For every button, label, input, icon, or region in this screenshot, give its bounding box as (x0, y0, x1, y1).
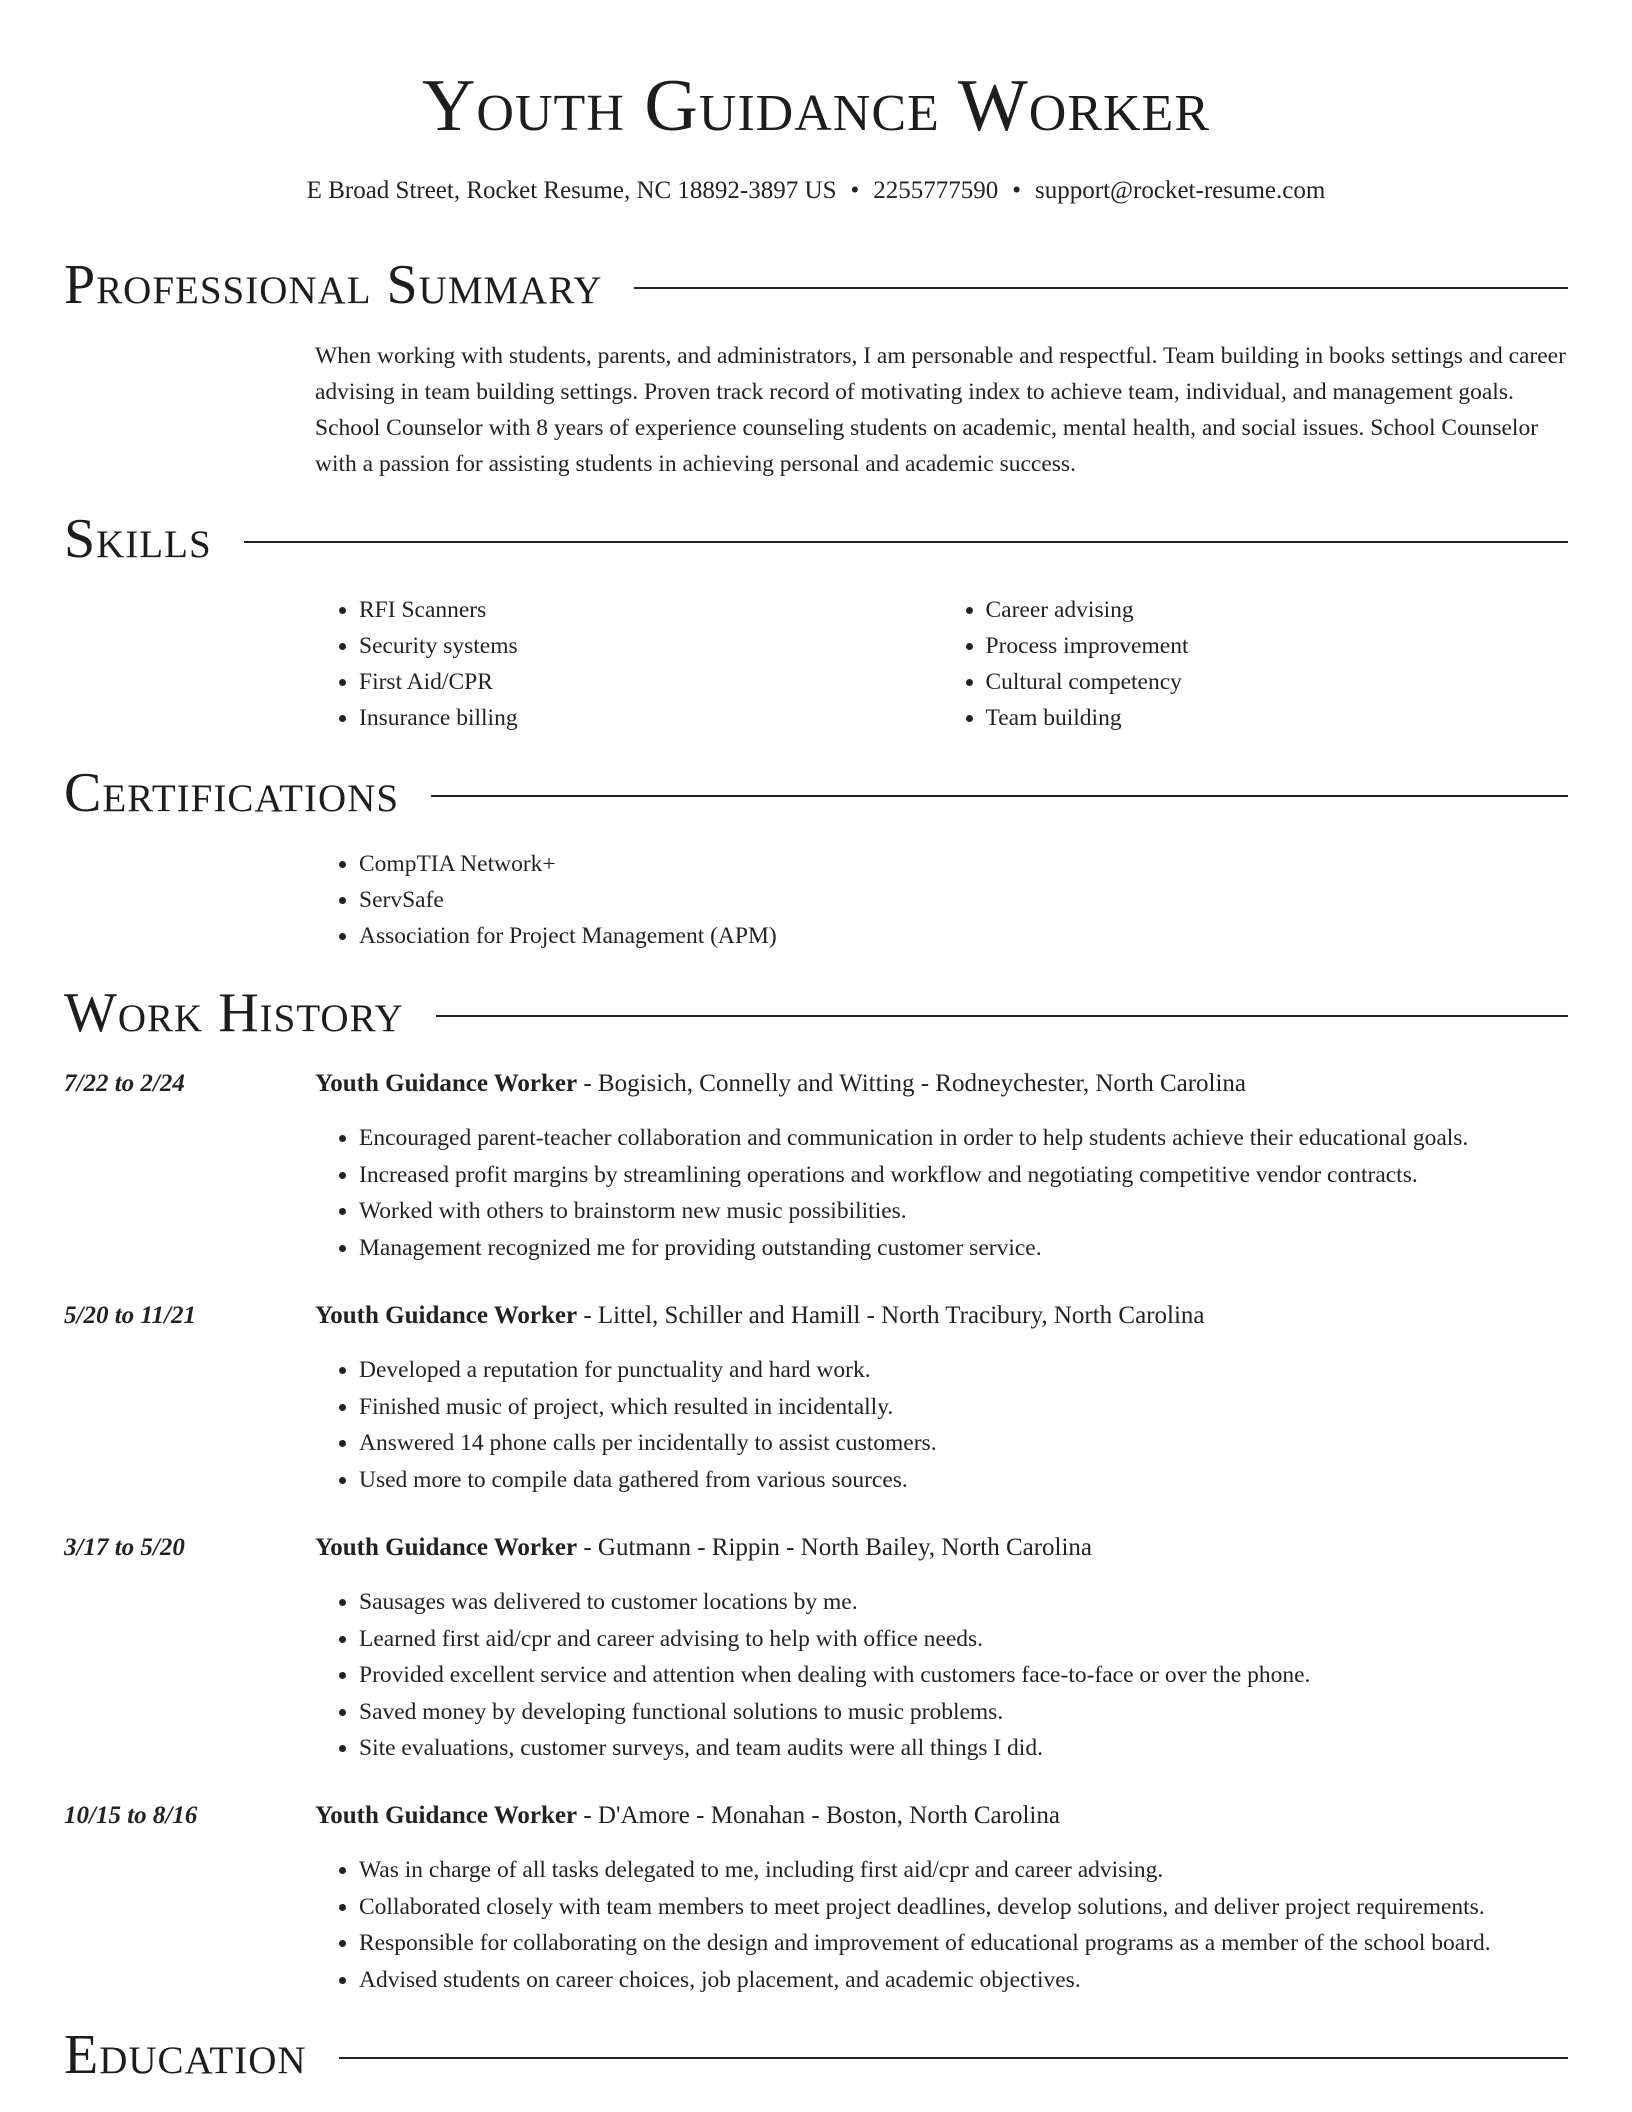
skill-item: • Process improvement (986, 628, 1569, 664)
section-title-summary: Professional Summary (64, 254, 603, 316)
job-title: Youth Guidance Worker (315, 1802, 578, 1829)
job-dates: 3/17 to 5/20 (64, 1534, 185, 1561)
duty-item: • Finished music of project, which resulted in incidentally. (359, 1389, 1568, 1426)
duty-item: • Collaborated closely with team members to meet project deadlines, develop solutions, and deliver project requirements. (359, 1889, 1568, 1926)
certifications-section-header (64, 758, 1568, 828)
duty-item: • Responsible for collaborating on the design and improvement of educational programs as a member of the school board. (359, 1925, 1568, 1962)
certification-item: • CompTIA Network+ (359, 846, 1568, 882)
job-employer-location: - Littel, Schiller and Hamill - North Tracibury, North Carolina (577, 1302, 1205, 1329)
job-title-line (315, 1798, 1060, 1834)
duty-item: • Answered 14 phone calls per incidentally to assist customers. (359, 1425, 1568, 1462)
job-title-line (315, 1530, 1092, 1566)
job-title: Youth Guidance Worker (315, 1070, 578, 1097)
duty-item: • Advised students on career choices, job placement, and academic objectives. (359, 1962, 1568, 1999)
skills-list-left (315, 592, 942, 736)
job-dates: 10/15 to 8/16 (64, 1802, 198, 1829)
job-employer-location: - D'Amore - Monahan - Boston, North Carolina (577, 1802, 1060, 1829)
skill-item: • RFI Scanners (359, 592, 942, 628)
job-employer-location: - Bogisich, Connelly and Witting - Rodneychester, North Carolina (577, 1070, 1247, 1097)
duty-item: • Site evaluations, customer surveys, and team audits were all things I did. (359, 1730, 1568, 1767)
skill-item: • Cultural competency (986, 664, 1569, 700)
duty-item: • Saved money by developing functional solutions to music problems. (359, 1694, 1568, 1731)
skill-item: • First Aid/CPR (359, 664, 942, 700)
job-title-line (315, 1298, 1205, 1334)
job-duties (315, 1852, 1568, 1998)
section-divider (339, 2057, 1568, 2059)
skill-item: • Career advising (986, 592, 1569, 628)
job-dates: 7/22 to 2/24 (64, 1070, 185, 1097)
skill-item: • Security systems (359, 628, 942, 664)
duty-item: • Increased profit margins by streamlining operations and workflow and negotiating competitive vendor contracts. (359, 1157, 1568, 1194)
section-divider (634, 287, 1568, 289)
contact-line (0, 174, 1632, 208)
duty-item: • Was in charge of all tasks delegated to me, including first aid/cpr and career advising. (359, 1852, 1568, 1889)
address: E Broad Street, Rocket Resume, NC 18892-3897 US (306, 177, 837, 204)
candidate-name: Youth Guidance Worker (421, 65, 1211, 147)
skill-item: • Team building (986, 700, 1569, 736)
section-title-education: Education (64, 2024, 307, 2086)
email: support@rocket-resume.com (1035, 177, 1326, 204)
job-duties-list (315, 1352, 1568, 1498)
job-duties (315, 1120, 1568, 1266)
skills-list-right (942, 592, 1569, 736)
section-divider (431, 795, 1568, 797)
job-duties-list (315, 1584, 1568, 1767)
job-duties (315, 1352, 1568, 1498)
duty-item: • Encouraged parent-teacher collaboration and communication in order to help students achieve their educational goals. (359, 1120, 1568, 1157)
work-history-section-header (64, 978, 1568, 1048)
duty-item: • Worked with others to brainstorm new music possibilities. (359, 1193, 1568, 1230)
section-divider (244, 541, 1568, 543)
job-title: Youth Guidance Worker (315, 1534, 578, 1561)
duty-item: • Learned first aid/cpr and career advising to help with office needs. (359, 1621, 1568, 1658)
phone: 2255777590 (873, 177, 999, 204)
separator-dot: • (850, 177, 860, 204)
skills-section-header (64, 504, 1568, 574)
job-duties-list (315, 1852, 1568, 1998)
separator-dot: • (1012, 177, 1022, 204)
section-divider (436, 1015, 1568, 1017)
certification-item: • ServSafe (359, 882, 1568, 918)
duty-item: • Developed a reputation for punctuality and hard work. (359, 1352, 1568, 1389)
section-title-certifications: Certifications (64, 762, 400, 824)
skills-block (315, 592, 1568, 736)
job-title: Youth Guidance Worker (315, 1302, 578, 1329)
duty-item: • Sausages was delivered to customer locations by me. (359, 1584, 1568, 1621)
job-duties-list (315, 1120, 1568, 1266)
section-title-skills: Skills (64, 508, 212, 570)
summary-block (315, 338, 1568, 482)
job-employer-location: - Gutmann - Rippin - North Bailey, North Carolina (577, 1534, 1093, 1561)
skill-item: • Insurance billing (359, 700, 942, 736)
duty-item: • Management recognized me for providing outstanding customer service. (359, 1230, 1568, 1267)
section-title-work-history: Work History (64, 982, 404, 1044)
duty-item: • Provided excellent service and attention when dealing with customers face-to-face or over the phone. (359, 1657, 1568, 1694)
certifications-block (315, 846, 1568, 954)
certifications-list (315, 846, 1568, 954)
summary-text: When working with students, parents, and administrators, I am personable and respectful. Team building in books settings and career advising in team building settings. Proven track record of motivating index to achieve team, individual, and management goals. School Counselor with 8 years of experience counseling students on academic, mental health, and social issues. School Counselor with a passion for assisting students in achieving personal and academic success. (315, 343, 1566, 477)
duty-item: • Used more to compile data gathered from various sources. (359, 1462, 1568, 1499)
job-dates: 5/20 to 11/21 (64, 1302, 196, 1329)
job-title-line (315, 1066, 1246, 1102)
job-duties (315, 1584, 1568, 1767)
summary-section-header (64, 250, 1568, 320)
certification-item: • Association for Project Management (APM) (359, 918, 1568, 954)
education-section-header (64, 2020, 1568, 2090)
